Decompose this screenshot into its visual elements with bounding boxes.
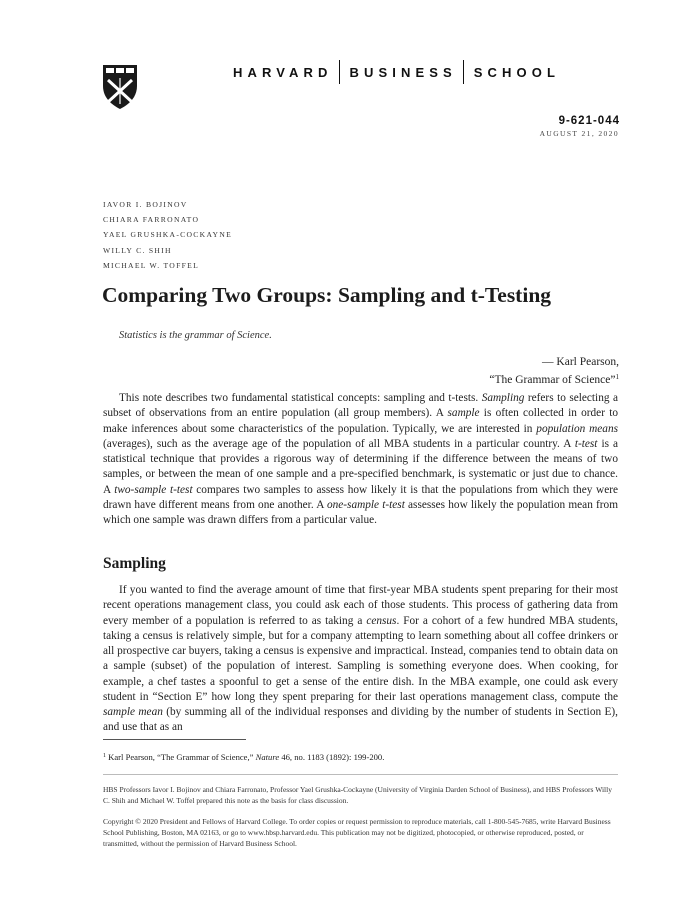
- footnote-marker: 1: [615, 373, 619, 381]
- text-run: 46, no. 1183 (1892): 199-200.: [279, 752, 385, 762]
- masthead-word: HARVARD: [233, 64, 333, 80]
- text-run: is a statistical technique that provides a rigorous way of determining if the difference between the means of two samples, or between the mean of one sample and a pre-specified benchmark, is systematic or just due to chance. A: [103, 437, 619, 496]
- epigraph-quote: Statistics is the grammar of Science.: [119, 330, 272, 341]
- masthead-divider: [463, 60, 464, 84]
- text-run: refers to selecting a subset of observations from an entire population (all group members). A: [103, 392, 618, 420]
- author-list: [103, 197, 232, 273]
- epigraph-source: “The Grammar of Science”$^1$: [489, 373, 619, 386]
- text-run: compares two samples to assess how likely it is that the populations from which they were drawn have different means from one another. A: [103, 483, 619, 511]
- footnote-divider: [103, 739, 246, 740]
- author-credits: HBS Professors Iavor I. Bojinov and Chiara Farronato, Professor Yael Grushka-Cockayne (University of Virginia Darden School of Business), and HBS Professors Willy C. Shih and Michael W. Toffel prepared this note as the basis for class discussion.: [103, 785, 612, 805]
- masthead-word: SCHOOL: [473, 64, 560, 80]
- intro-paragraph: [103, 391, 618, 528]
- harvard-shield-logo: [102, 64, 138, 110]
- sampling-paragraph: [103, 583, 618, 736]
- emphasized-term: Sampling: [481, 392, 525, 404]
- text-run: assesses how likely the population mean from which one sample was drawn differs from a particular value.: [103, 498, 618, 526]
- document-title: Comparing Two Groups: Sampling and t-Testing: [102, 283, 552, 307]
- document-date: AUGUST 21, 2020: [539, 129, 619, 138]
- document-number: 9-621-044: [558, 115, 620, 127]
- footnote-text: [106, 752, 384, 762]
- epigraph-attribution: [489, 355, 619, 388]
- emphasized-term: t-test: [574, 437, 598, 450]
- author-name: CHIARA FARRONATO: [103, 215, 200, 225]
- text-run: (averages), such as the average age of the population of all MBA students in a particular country. A: [103, 437, 575, 450]
- author-name: IAVOR I. BOJINOV: [103, 200, 188, 209]
- text-run: This note describes two fundamental statistical concepts: sampling and t-tests.: [119, 392, 482, 404]
- footnote-number: 1: [103, 753, 106, 759]
- text-run: . For a cohort of a few hundred MBA students, taking a census is relatively simple, but for a company attempting to learn something about all coffee drinkers or all prospective car buyers, taking a census is expensive and impractical. Instead, companies tend to obtain data on a sample (subset) of the population of interest. Sampling is something everyone does. When cooking, for example, a chef tastes a spoonful to get a sense of the entire dish. In the MBA example, one could ask every student in “Section E” how long they spent preparing for their last operations management class, compute the: [103, 614, 618, 703]
- masthead-divider: [339, 60, 340, 84]
- text-run: Karl Pearson, “The Grammar of Science,”: [106, 752, 256, 762]
- emphasized-term: census: [366, 614, 397, 627]
- emphasized-term: sample mean: [103, 706, 163, 718]
- page-divider: [103, 774, 618, 775]
- footnote: [103, 752, 384, 762]
- emphasized-term: one-sample t-test: [326, 498, 405, 511]
- text-run: is often collected in order to make inferences about some characteristics of the population. Typically, we are interested in: [103, 407, 618, 435]
- section-heading: Sampling: [103, 555, 166, 572]
- author-name: MICHAEL W. TOFFEL: [103, 260, 200, 270]
- author-name: YAEL GRUSHKA-COCKAYNE: [103, 230, 233, 240]
- emphasized-term: population means: [536, 422, 618, 435]
- masthead-word: BUSINESS: [349, 64, 457, 80]
- school-masthead: [233, 63, 560, 81]
- emphasized-term: Nature: [255, 752, 280, 762]
- epigraph-author: — Karl Pearson,: [542, 356, 619, 368]
- emphasized-term: two-sample t-test: [114, 483, 193, 496]
- text-run: If you wanted to find the average amount of time that first-year MBA students spent preparing for their most recent operations management class, you could ask each of those students. This process of gathering data from every member of a population is referred to as taking a: [103, 584, 618, 627]
- text-run: (by summing all of the individual responses and dividing by the number of students in Section E), and use that as an: [103, 706, 618, 734]
- emphasized-term: sample: [447, 407, 480, 420]
- author-name: WILLY C. SHIH: [103, 245, 172, 255]
- copyright-notice: Copyright © 2020 President and Fellows of Harvard College. To order copies or request permission to reproduce materials, call 1-800-545-7685, write Harvard Business School Publishing, Boston, MA 02163, or go to www.hbsp.harvard.edu. This publication may not be digitized, photocopied, or otherwise reproduced, posted, or transmitted, without the permission of Harvard Business School.: [103, 817, 611, 848]
